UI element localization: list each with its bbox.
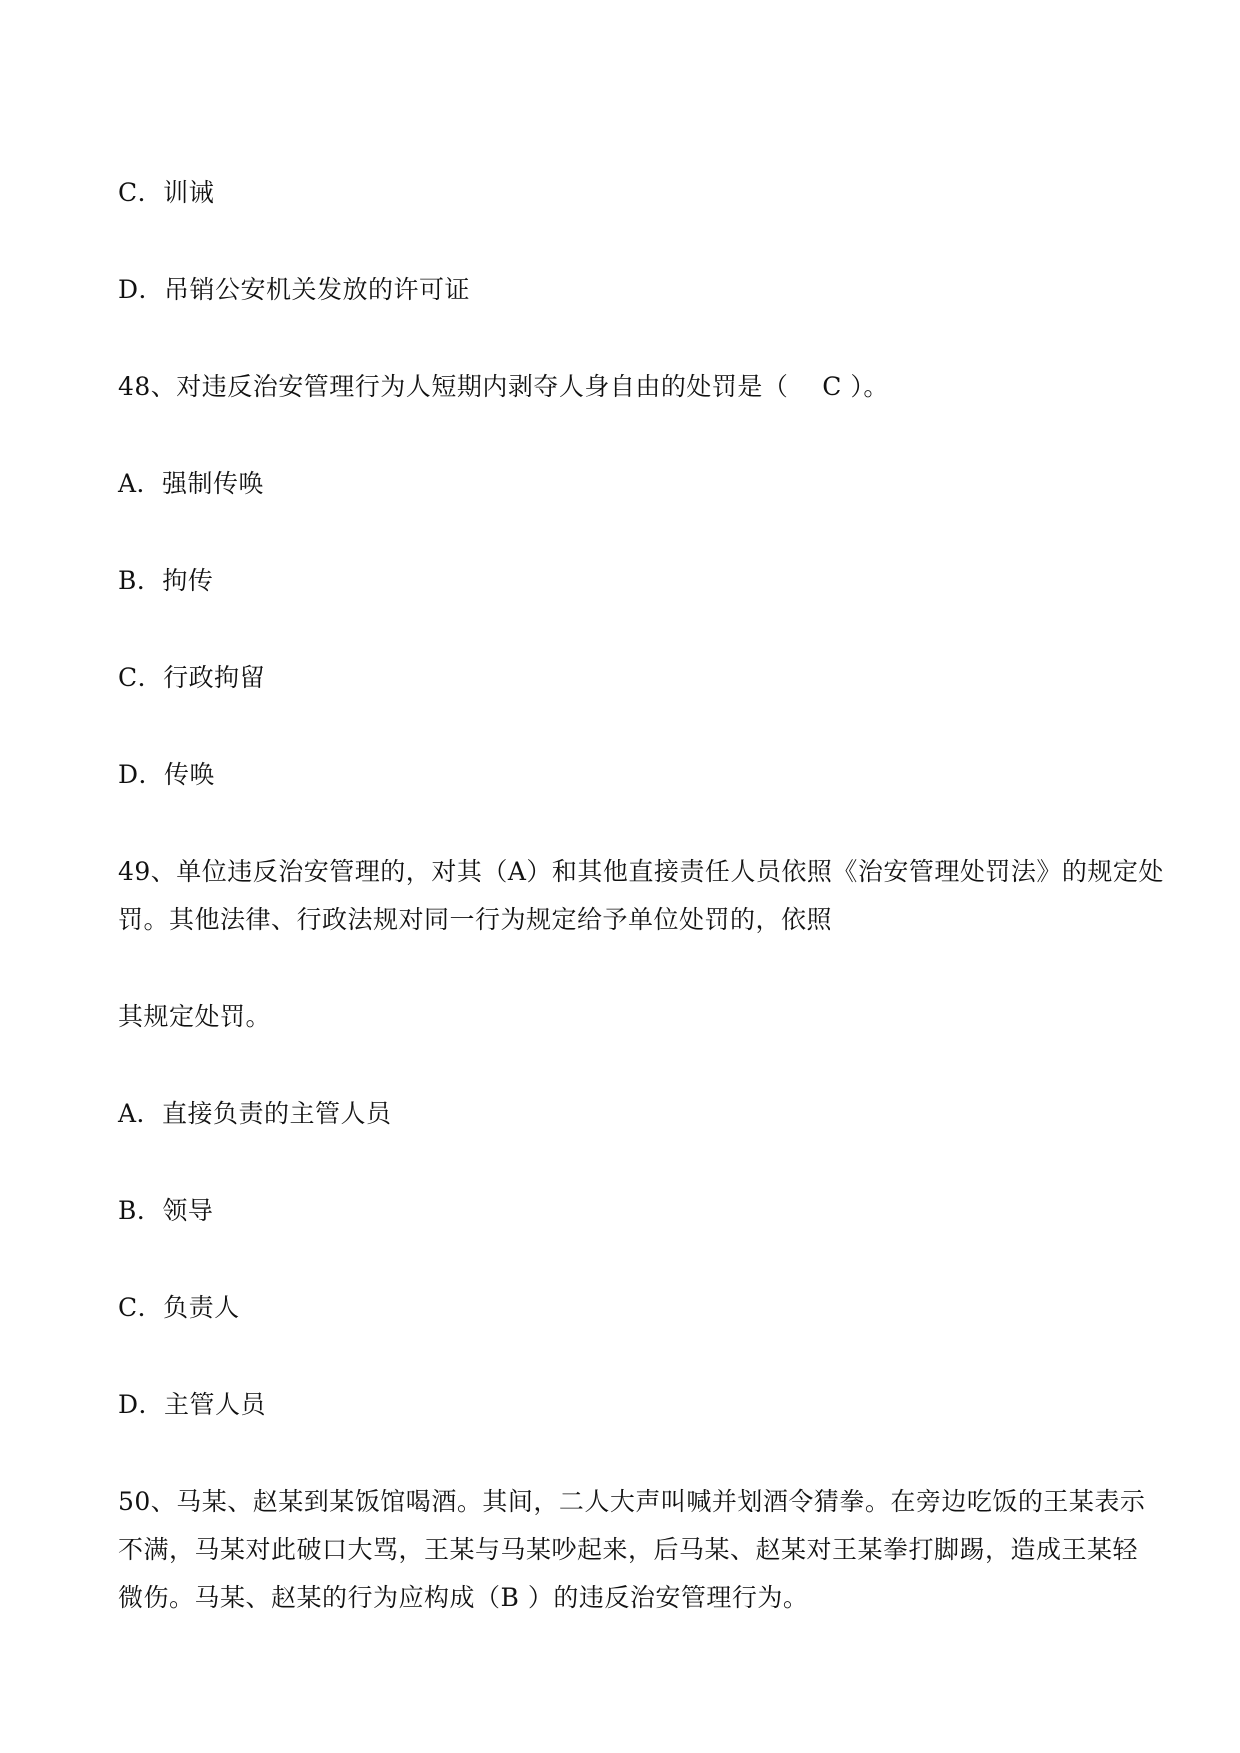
option-b-q48: B．拘传: [118, 566, 214, 595]
question-49-line-1: 49、单位违反治安管理的，对其（A）和其他直接责任人员依照《治安管理处罚法》的规定处: [118, 857, 1164, 886]
question-49-line-2: 罚。其他法律、行政法规对同一行为规定给予单位处罚的，依照: [118, 905, 833, 934]
option-c-q47: C．训诫: [118, 178, 215, 207]
option-d-q47: D．吊销公安机关发放的许可证: [118, 275, 471, 304]
question-48: 48、对违反治安管理行为人短期内剥夺人身自由的处罚是（ C ）。: [118, 372, 889, 401]
option-c-q49: C．负责人: [118, 1293, 240, 1322]
question-49-line-3: 其规定处罚。: [118, 1002, 272, 1031]
option-d-q48: D．传唤: [118, 760, 216, 789]
option-a-q48: A．强制传唤: [118, 469, 265, 498]
option-d-q49: D．主管人员: [118, 1390, 267, 1419]
option-b-q49: B．领导: [118, 1196, 214, 1225]
question-50-line-1: 50、马某、赵某到某饭馆喝酒。其间，二人大声叫喊并划酒令猜拳。在旁边吃饭的王某表示: [118, 1487, 1146, 1516]
question-50-line-3: 微伤。马某、赵某的行为应构成（B ）的违反治安管理行为。: [118, 1583, 809, 1612]
option-a-q49: A．直接负责的主管人员: [118, 1099, 392, 1128]
question-50-line-2: 不满，马某对此破口大骂，王某与马某吵起来，后马某、赵某对王某拳打脚踢，造成王某轻: [118, 1535, 1139, 1564]
option-c-q48: C．行政拘留: [118, 663, 266, 692]
